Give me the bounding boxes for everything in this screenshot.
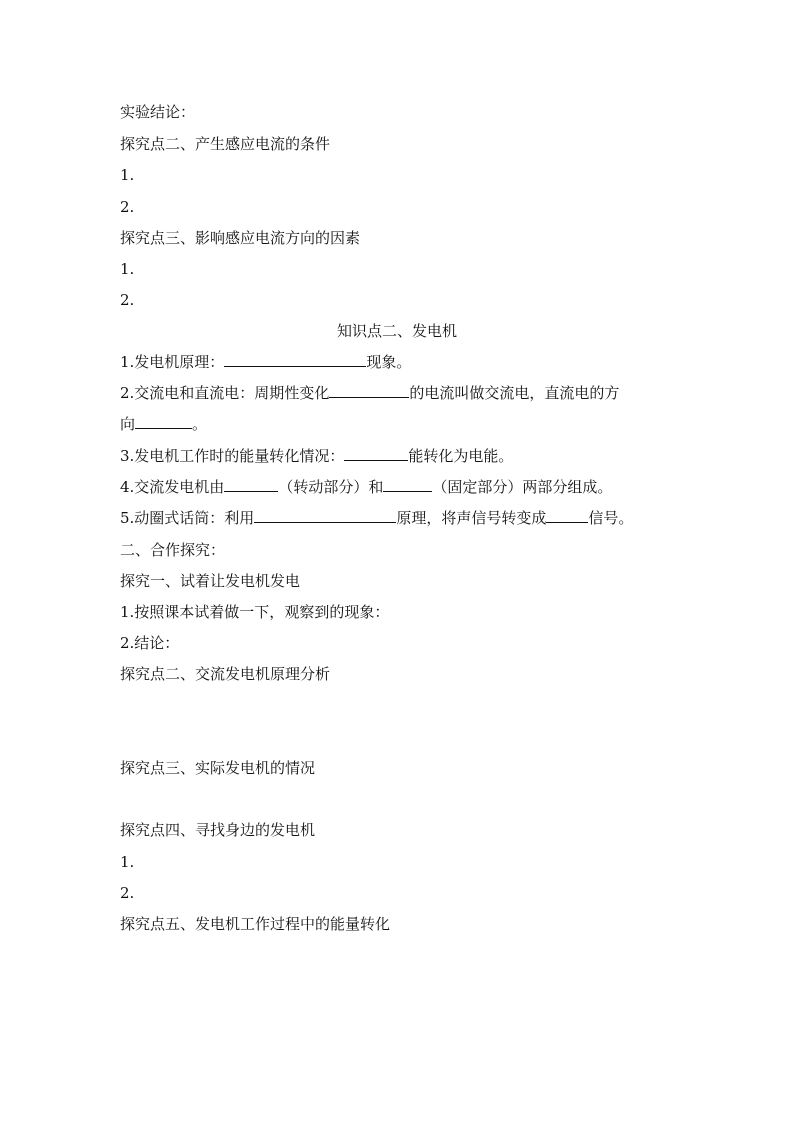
section-heading: 探究点二、产生感应电流的条件 (120, 135, 331, 153)
fill-blank[interactable] (135, 414, 192, 429)
question-3: 3.发电机工作时的能量转化情况： 能转化为电能。 (120, 447, 514, 465)
fill-blank[interactable] (224, 352, 366, 367)
section-heading: 探究点四、寻找身边的发电机 (120, 821, 316, 839)
fill-blank[interactable] (344, 446, 408, 461)
knowledge-point-heading: 知识点二、发电机 (336, 322, 457, 340)
section-heading: 探究点五、发电机工作过程中的能量转化 (120, 915, 391, 933)
section-heading: 探究点三、影响感应电流方向的因素 (120, 229, 361, 247)
list-item: 2.结论： (120, 634, 180, 652)
section-heading: 探究点三、实际发电机的情况 (120, 759, 316, 777)
list-item: 2. (120, 884, 135, 902)
question-2-continued: 向 。 (120, 415, 208, 433)
list-item: 1. (120, 260, 135, 278)
experiment-conclusion-label: 实验结论： (120, 103, 196, 121)
list-item: 2. (120, 291, 135, 309)
question-1: 1.发电机原理： 现象。 (120, 353, 412, 371)
section-heading: 二、合作探究： (120, 541, 226, 559)
question-5: 5.动圈式话筒：利用 原理，将声信号转变成 信号。 (120, 509, 634, 527)
fill-blank[interactable] (254, 508, 396, 523)
fill-blank[interactable] (546, 508, 588, 523)
list-item: 2. (120, 198, 135, 216)
fill-blank[interactable] (224, 477, 278, 492)
question-4: 4.交流发电机由 （转动部分）和 （固定部分）两部分组成。 (120, 478, 613, 496)
list-item: 1.按照课本试着做一下，观察到的现象： (120, 603, 390, 621)
fill-blank[interactable] (329, 383, 409, 398)
section-heading: 探究点二、交流发电机原理分析 (120, 665, 331, 683)
question-2: 2.交流电和直流电：周期性变化 的电流叫做交流电，直流电的方 (120, 384, 620, 402)
section-heading: 探究一、试着让发电机发电 (120, 572, 301, 590)
fill-blank[interactable] (383, 477, 432, 492)
list-item: 1. (120, 853, 135, 871)
list-item: 1. (120, 166, 135, 184)
